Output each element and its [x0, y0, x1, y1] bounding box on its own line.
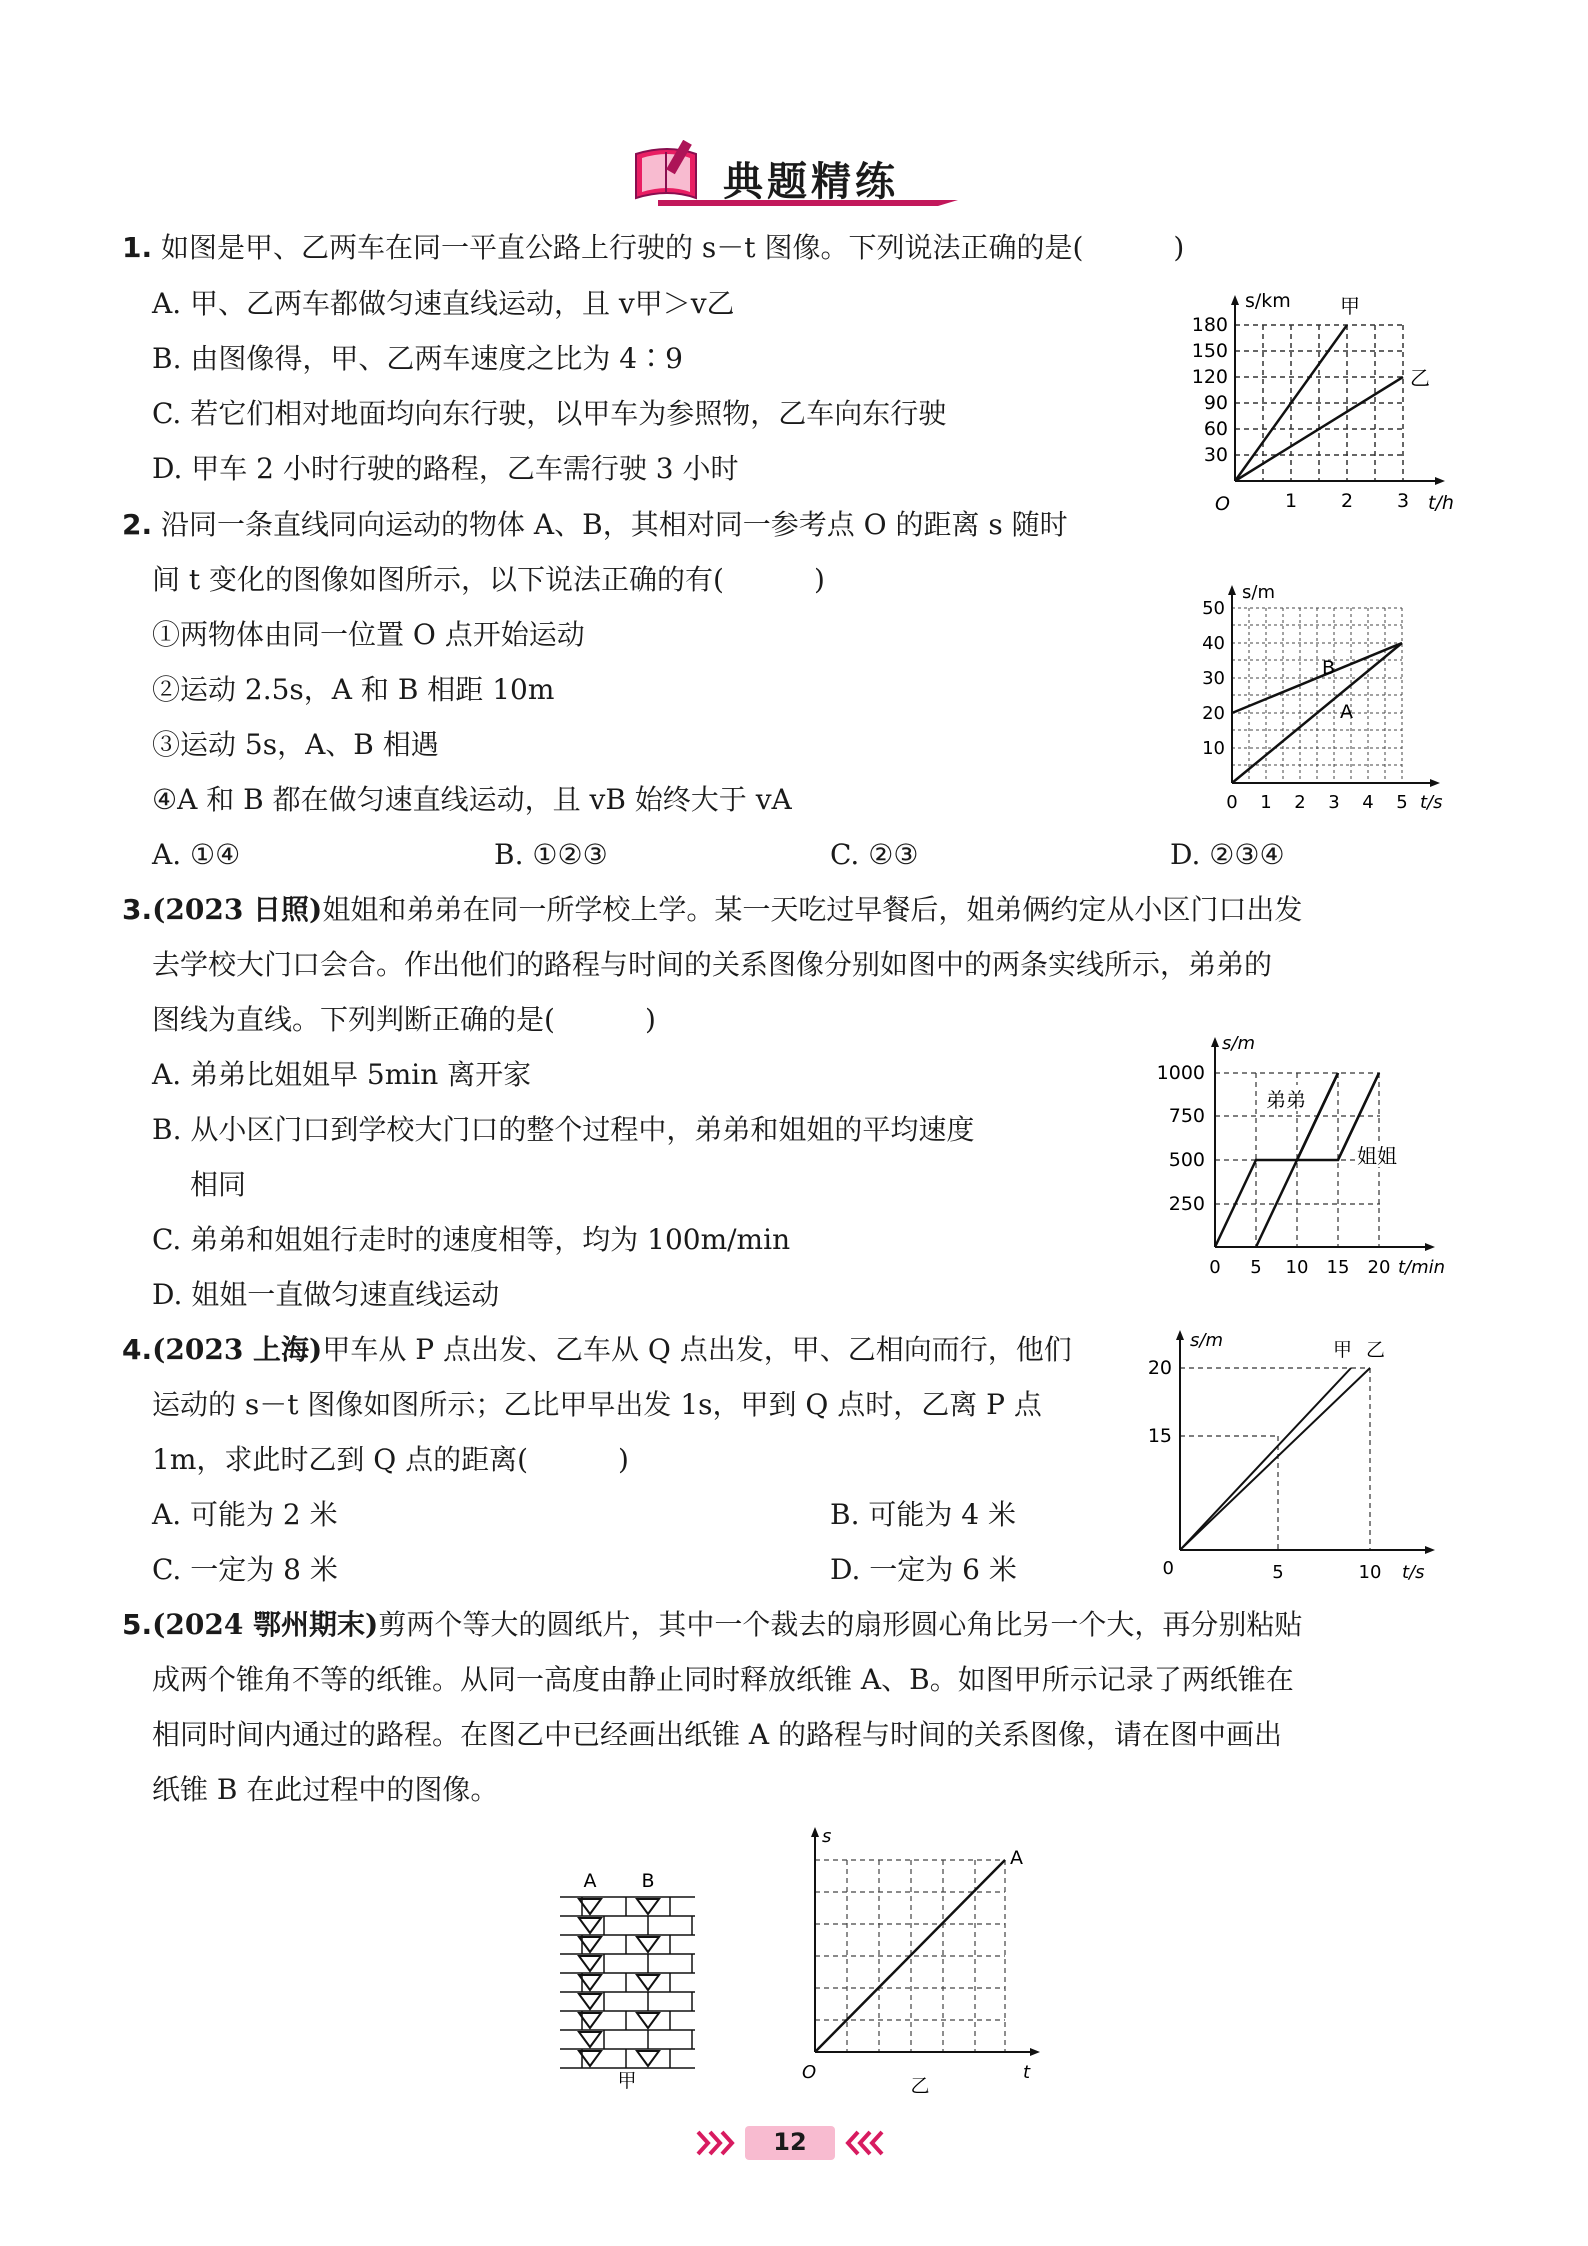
q1-xtick: 2	[1340, 490, 1354, 512]
q4-option-d: D. 一定为 6 米	[830, 1553, 1017, 1586]
q4-xlabel: t/s	[1402, 1562, 1425, 1583]
q1-line-jia	[1235, 325, 1347, 481]
q5-number: 5.	[122, 1608, 153, 1641]
q5-fig-xlabel: t	[1023, 2062, 1031, 2083]
q2-ylabel: s/m	[1242, 582, 1275, 603]
q2-option-d: D. ②③④	[1170, 838, 1285, 871]
q1-option-a: A. 甲、乙两车都做匀速直线运动，且 v甲＞v乙	[152, 287, 735, 320]
paper-cone-marker	[637, 1899, 659, 1914]
q2-series-a: A	[1340, 701, 1353, 723]
q5-stem-line3: 相同时间内通过的路程。在图乙中已经画出纸锥 A 的路程与时间的关系图像，请在图中画出	[152, 1718, 1283, 1751]
q2-xtick: 5	[1396, 792, 1408, 813]
q2-item-4: ④A 和 B 都在做匀速直线运动，且 vB 始终大于 vA	[152, 783, 792, 816]
q3-stem-line1	[122, 890, 1302, 930]
q3-xtick: 5	[1250, 1257, 1262, 1275]
q2-option-a: A. ①④	[152, 838, 241, 871]
q3-xlabel: t/min	[1398, 1257, 1446, 1275]
q2-xtick: 4	[1362, 792, 1374, 813]
q4-option-c: C. 一定为 8 米	[152, 1553, 338, 1586]
q2-stem-line1	[122, 505, 1068, 545]
q5-stem-text1: 剪两个等大的圆纸片，其中一个裁去的扇形圆心角比另一个大，再分别粘贴	[378, 1608, 1303, 1641]
q3-option-b: B. 从小区门口到学校大门口的整个过程中，弟弟和姐姐的平均速度	[152, 1113, 975, 1146]
q2-item-3: ③运动 5s，A、B 相遇	[152, 728, 439, 761]
q3-option-d: D. 姐姐一直做匀速直线运动	[152, 1278, 500, 1311]
q4-stem-line2: 运动的 s－t 图像如图所示；乙比甲早出发 1s，甲到 Q 点时，乙离 P 点	[152, 1388, 1042, 1421]
q3-stem-line2: 去学校大门口会合。作出他们的路程与时间的关系图像分别如图中的两条实线所示，弟弟的	[152, 948, 1273, 981]
q3-source: (2023 日照)	[152, 893, 323, 926]
q5-stem-line2: 成两个锥角不等的纸锥。从同一高度由静止同时释放纸锥 A、B。如图甲所示记录了两纸锥在	[152, 1663, 1294, 1696]
page-number: 12	[773, 2128, 807, 2156]
q4-close: )	[618, 1443, 629, 1476]
paper-cone-marker	[579, 1994, 601, 2009]
q5-fig-series-a: A	[1010, 1847, 1023, 1869]
q4-origin: 0	[1162, 1558, 1174, 1579]
q1-ytick: 90	[1203, 392, 1228, 414]
q1-ytick: 120	[1191, 366, 1228, 388]
paper-cone-marker	[637, 2013, 659, 2028]
q4-stem-text1: 甲车从 P 点出发、乙车从 Q 点出发，甲、乙相向而行，他们	[322, 1333, 1072, 1366]
q1-origin: O	[1215, 493, 1230, 515]
q4-line-yi	[1180, 1368, 1370, 1550]
q5-fig-caption-jia: 甲	[617, 2070, 637, 2092]
q1-ytick: 180	[1191, 314, 1228, 336]
q3-stem-line3	[152, 1000, 656, 1040]
q2-xtick: 2	[1294, 792, 1306, 813]
q2-ytick: 30	[1202, 668, 1225, 689]
q2-number: 2.	[122, 508, 153, 541]
page-footer	[690, 2118, 890, 2168]
q1-ytick: 60	[1203, 418, 1228, 440]
q3-series-sister: 姐姐	[1357, 1144, 1397, 1168]
q2-ytick: 40	[1202, 633, 1225, 654]
q1-series-yi: 乙	[1410, 366, 1430, 390]
paper-cone-marker	[637, 1937, 659, 1952]
q3-ytick: 1000	[1156, 1062, 1205, 1084]
q4-option-a: A. 可能为 2 米	[152, 1498, 338, 1531]
q4-xtick: 10	[1358, 1562, 1382, 1583]
q5-fig-ylabel: s	[822, 1826, 832, 1847]
q1-close: )	[1173, 231, 1185, 264]
q2-xtick: 1	[1260, 792, 1272, 813]
q2-origin: 0	[1226, 792, 1238, 813]
q1-xlabel: t/h	[1428, 492, 1454, 514]
q4-ylabel: s/m	[1190, 1330, 1223, 1351]
q3-ytick: 750	[1168, 1105, 1205, 1127]
q5-stem-line1	[122, 1605, 1302, 1645]
q3-xtick: 15	[1326, 1257, 1350, 1275]
q4-xtick: 5	[1272, 1562, 1284, 1583]
q3-ylabel: s/m	[1222, 1033, 1255, 1054]
paper-cone-marker	[579, 2032, 601, 2047]
q2-close: )	[813, 563, 825, 596]
q3-stem-text3: 图线为直线。下列判断正确的是(	[152, 1003, 555, 1036]
q3-origin: 0	[1209, 1257, 1221, 1275]
paper-cone-marker	[637, 1975, 659, 1990]
q3-close: )	[644, 1003, 656, 1036]
q3-option-b-cont: 相同	[190, 1168, 247, 1201]
q4-stem-text3: 1m，求此时乙到 Q 点的距离(	[152, 1443, 529, 1476]
q3-xtick: 10	[1285, 1257, 1309, 1275]
q2-xtick: 3	[1328, 792, 1340, 813]
q2-ytick: 50	[1202, 598, 1225, 619]
paper-cone-marker	[579, 1918, 601, 1933]
q3-option-a: A. 弟弟比姐姐早 5min 离开家	[152, 1058, 532, 1091]
paper-cone-marker	[579, 1956, 601, 1971]
q2-chart	[1190, 578, 1460, 818]
q2-xlabel: t/s	[1420, 792, 1443, 813]
q3-number: 3.	[122, 893, 153, 926]
q1-option-b: B. 由图像得，甲、乙两车速度之比为 4∶9	[152, 342, 683, 375]
q1-ytick: 150	[1191, 340, 1228, 362]
q2-ytick: 10	[1202, 738, 1225, 759]
q3-chart	[1150, 1025, 1470, 1275]
q3-option-c: C. 弟弟和姐姐行走时的速度相等，均为 100m/min	[152, 1223, 791, 1256]
q5-figure-yi	[780, 1820, 1050, 2100]
q2-stem-text1: 沿同一条直线同向运动的物体 A、B，其相对同一参考点 O 的距离 s 随时	[161, 508, 1068, 541]
q4-ytick: 20	[1147, 1357, 1172, 1379]
q4-series-jia: 甲	[1333, 1339, 1353, 1361]
q2-item-2: ②运动 2.5s，A 和 B 相距 10m	[152, 673, 555, 706]
q4-source: (2023 上海)	[152, 1333, 323, 1366]
q4-line-jia	[1180, 1368, 1351, 1550]
q4-series-yi: 乙	[1366, 1339, 1386, 1361]
q1-stem-text: 如图是甲、乙两车在同一平直公路上行驶的 s－t 图像。下列说法正确的是(	[161, 231, 1084, 264]
paper-cone-marker	[637, 2051, 659, 2066]
q1-option-c: C. 若它们相对地面均向东行驶，以甲车为参照物，乙车向东行驶	[152, 397, 947, 430]
q5-figure-jia	[555, 1865, 705, 2095]
q5-fig-label-b: B	[641, 1870, 655, 1892]
q3-stem-text1: 姐姐和弟弟在同一所学校上学。某一天吃过早餐后，姐弟俩约定从小区门口出发	[322, 893, 1303, 926]
q1-stem	[122, 228, 1184, 268]
q2-item-1: ①两物体由同一位置 O 点开始运动	[152, 618, 585, 651]
q5-fig-caption-yi: 乙	[910, 2075, 930, 2097]
q4-stem-line3	[152, 1440, 629, 1480]
q3-ytick: 250	[1168, 1193, 1205, 1215]
q2-option-c: C. ②③	[830, 838, 919, 871]
q1-series-jia: 甲	[1340, 294, 1360, 318]
q5-fig-label-a: A	[583, 1870, 597, 1892]
q1-xtick: 1	[1284, 490, 1298, 512]
q3-series-brother: 弟弟	[1266, 1088, 1306, 1112]
q4-option-b: B. 可能为 4 米	[830, 1498, 1016, 1531]
q5-fig-origin: O	[802, 2062, 817, 2083]
q1-ytick: 30	[1203, 444, 1228, 466]
q4-stem-line1	[122, 1330, 1072, 1370]
q2-stem-line2	[152, 560, 825, 600]
q5-stem-line4: 纸锥 B 在此过程中的图像。	[152, 1773, 499, 1806]
q4-chart	[1140, 1320, 1460, 1590]
q4-ytick: 15	[1147, 1425, 1172, 1447]
q2-option-b: B. ①②③	[494, 838, 608, 871]
q1-chart	[1190, 285, 1460, 525]
q2-series-b: B	[1322, 657, 1336, 679]
q2-stem-text2: 间 t 变化的图像如图所示，以下说法正确的有(	[152, 563, 724, 596]
q1-ylabel: s/km	[1245, 290, 1291, 312]
q3-ytick: 500	[1168, 1149, 1205, 1171]
q1-number: 1.	[122, 231, 153, 264]
q5-source: (2024 鄂州期末)	[152, 1608, 379, 1641]
section-title: 典题精练	[723, 159, 899, 205]
section-header	[628, 140, 958, 206]
q4-number: 4.	[122, 1333, 153, 1366]
q1-xtick: 3	[1396, 490, 1410, 512]
q1-option-d: D. 甲车 2 小时行驶的路程，乙车需行驶 3 小时	[152, 452, 739, 485]
q2-ytick: 20	[1202, 703, 1225, 724]
q3-xtick: 20	[1367, 1257, 1391, 1275]
